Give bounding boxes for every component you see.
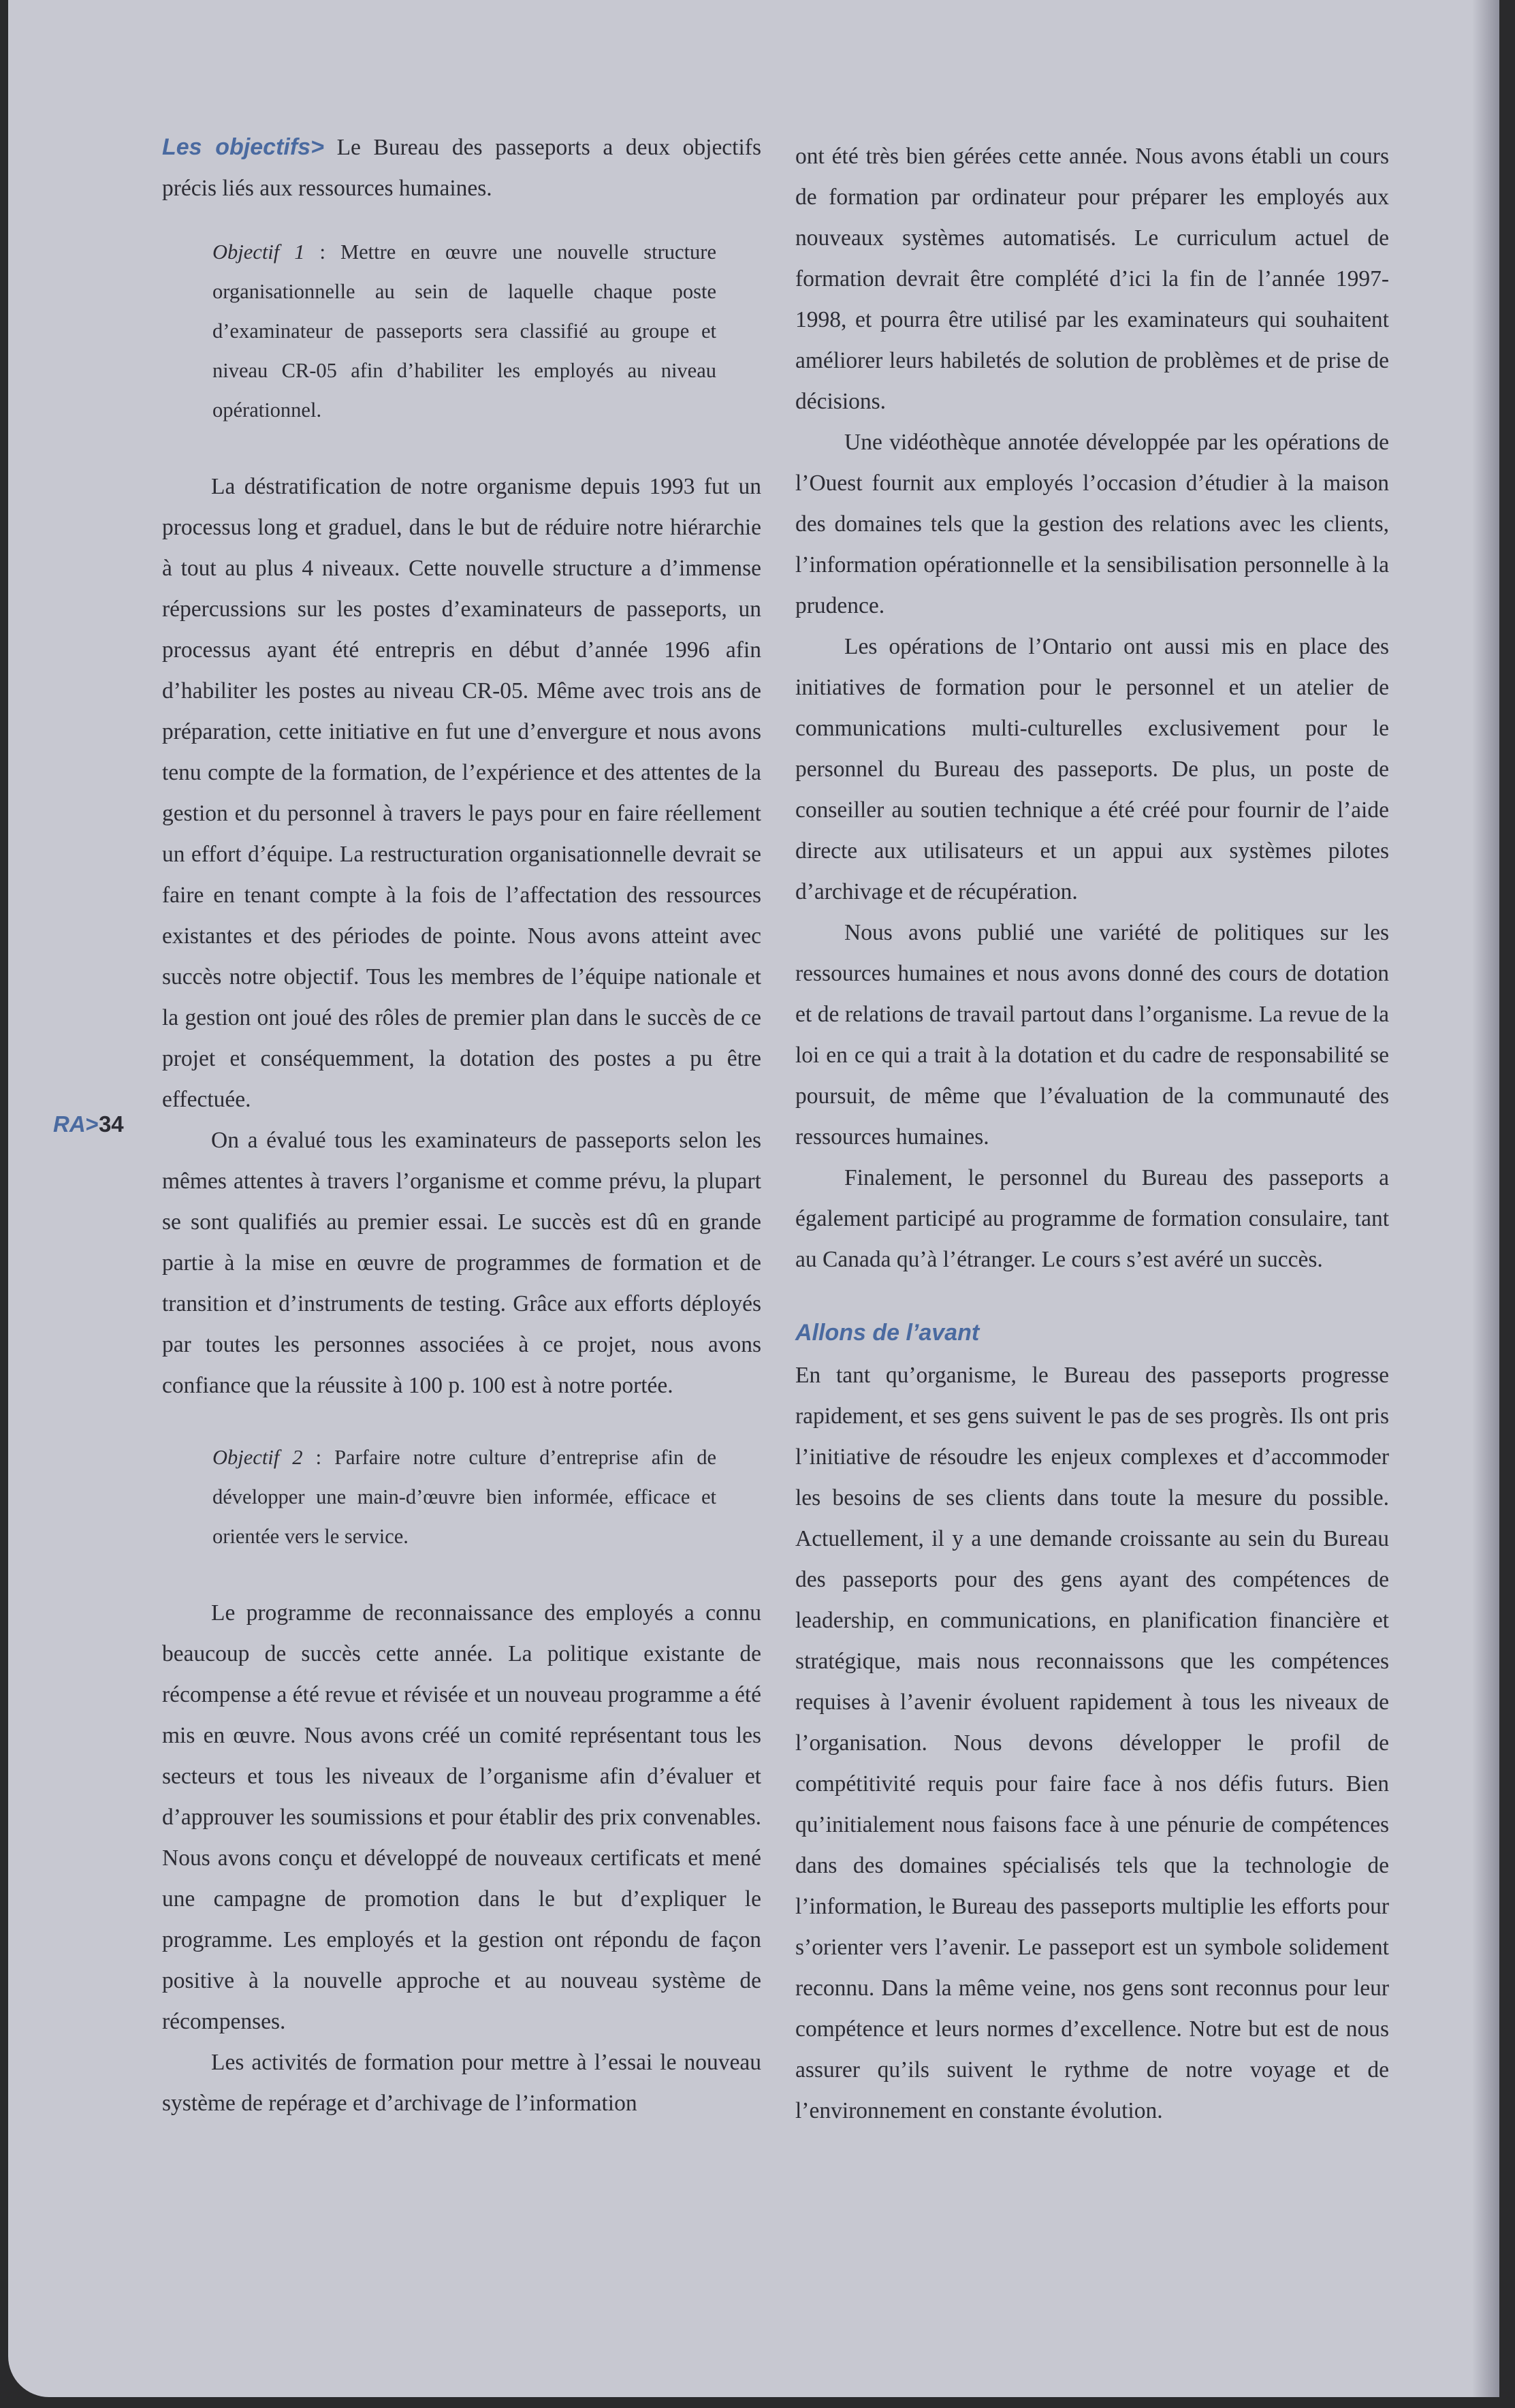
right-paragraph-4: Nous avons publié une variété de politiques sur les ressources humaines et nous avons donné des cours de dotation et de relations de travail partout dans l’organisme. La revue de la loi en ce qui a trait à la dotation et du cadre de responsabilité se poursuit, de même que l’évaluation de la communauté des ressources humaines. bbox=[795, 920, 1389, 1150]
folio-abbreviation: RA bbox=[53, 1111, 86, 1137]
right-paragraph-6: En tant qu’organisme, le Bureau des passeports progresse rapidement, et ses gens suivent le pas de ses progrès. Ils ont pris l’initiative de résoudre les enjeux complexes et d’accommoder les besoins de ses clients dans toute la mesure du possible. Actuellement, il y a une demande croissante au sein du Bureau des passeports pour des gens ayant des compétences de leadership, en communications, en planification financière et stratégique, mais nous reconnaissons que les compétences requises à l’avenir évoluent rapidement à tous les niveaux de l’organisation. Nous devons développer le profil de compétitivité requis pour faire face à nos défis futurs. Bien qu’initialement nous faisons face à une pénurie de compétences dans des domaines spécialisés tels que la technologie de l’information, le Bureau des passeports multiplie les efforts pour s’orienter vers l’avenir. Le passeport est un symbole solidement reconnu. Dans la même veine, nos gens sont reconnus pour leur compétence et leurs normes d’excellence. Notre but est de nous assurer qu’ils suivent le rythme de notre voyage et de l’environnement en constante évolution. bbox=[795, 1363, 1389, 2123]
right-paragraph-3: Les opérations de l’Ontario ont aussi mis en place des initiatives de formation pour le personnel et un atelier de communications multi-culturelles exclusivement pour le personnel du Bureau des passeports. De plus, un poste de conseiller au soutien technique a été créé pour fournir de l’aide directe aux utilisateurs et un appui aux systèmes pilotes d’archivage et de récupération. bbox=[795, 634, 1389, 904]
objective-2-label: Objectif 2 bbox=[212, 1446, 303, 1469]
intro-paragraph bbox=[162, 127, 761, 209]
section-heading: Allons de l’avant bbox=[795, 1320, 980, 1346]
objective-1-label: Objectif 1 bbox=[212, 240, 305, 264]
folio-separator: > bbox=[85, 1111, 99, 1137]
right-paragraph-2: Une vidéothèque annotée développée par les opérations de l’Ouest fournit aux employés l’occasion d’étudier à la maison des domaines tels que la gestion des relations avec les clients, l’information opérationnelle et la sensibilisation personnelle à la prudence. bbox=[795, 430, 1389, 618]
right-paragraph-1: ont été très bien gérées cette année. Nous avons établi un cours de formation par ordinateur pour préparer les employés aux nouveaux systèmes automatisés. Le curriculum actuel de formation devrait être complété d’ici la fin de l’année 1997-1998, et pourra être utilisé par les examinateurs qui souhaitent améliorer leurs habiletés de solution de problèmes et de prise de décisions. bbox=[795, 144, 1389, 414]
left-column bbox=[162, 127, 761, 2124]
left-paragraph-3: Le programme de reconnaissance des employés a connu beaucoup de succès cette année. La politique existante de récompense a été revue et révisée et un nouveau programme a été mis en œuvre. Nous avons créé un comité représentant tous les secteurs et tous les niveaux de l’organisme afin d’évaluer et d’approuver les soumissions et pour établir des prix convenables. Nous avons conçu et développé de nouveaux certificats et mené une campagne de promotion dans le but d’expliquer le programme. Les employés et la gestion ont répondu de façon positive à la nouvelle approche et au nouveau système de récompenses. bbox=[162, 1600, 761, 2034]
objective-1-text: : Mettre en œuvre une nouvelle structure organisationnelle au sein de laquelle chaque poste d’examinateur de passeports sera classifié au groupe et niveau CR-05 afin d’habiliter les employés au niveau opérationnel. bbox=[212, 240, 717, 422]
objective-2 bbox=[212, 1438, 716, 1556]
right-paragraph-5: Finalement, le personnel du Bureau des passeports a également participé au programme de formation consulaire, tant au Canada qu’à l’étranger. Le cours s’est avéré un succès. bbox=[795, 1165, 1389, 1272]
objectives-heading: Les objectifs bbox=[162, 134, 311, 160]
objective-2-text: : Parfaire notre culture d’entreprise afin de développer une main-d’œuvre bien informée, efficace et orientée vers le service. bbox=[212, 1446, 717, 1548]
right-column bbox=[795, 136, 1389, 2132]
heading-arrow: > bbox=[310, 134, 324, 160]
left-paragraph-1: La déstratification de notre organisme depuis 1993 fut un processus long et graduel, dans le but de réduire notre hiérarchie à tout au plus 4 niveaux. Cette nouvelle structure a d’immense répercussions sur les postes d’examinateurs de passeports, un processus ayant été entrepris en début d’année 1996 afin d’habiliter les postes au niveau CR-05. Même avec trois ans de préparation, cette initiative en fut une d’envergure et nous avons tenu compte de la formation, de l’expérience et des attentes de la gestion et du personnel à travers le pays pour en faire réellement un effort d’équipe. La restructuration organisationnelle devrait se faire en tenant compte à la fois de l’affectation des ressources existantes et des périodes de pointe. Nous avons atteint avec succès notre objectif. Tous les membres de l’équipe nationale et la gestion ont joué des rôles de premier plan dans le succès de ce projet et conséquemment, la dotation des postes a pu être effectuée. bbox=[162, 474, 761, 1112]
left-paragraph-2: On a évalué tous les examinateurs de passeports selon les mêmes attentes à travers l’organisme et comme prévu, la plupart se sont qualifiés au premier essai. Le succès est dû en grande partie à la mise en œuvre de programmes de formation et de transition et d’instruments de testing. Grâce aux efforts déployés par toutes les personnes associées à ce projet, nous avons confiance que la réussite à 100 p. 100 est à notre portée. bbox=[162, 1128, 761, 1398]
page-edge-shadow bbox=[1472, 0, 1499, 2397]
intro-text: Le Bureau des passeports a deux objectifs précis liés aux ressources humaines. bbox=[162, 135, 761, 201]
objective-1 bbox=[212, 232, 716, 430]
page-folio bbox=[53, 1111, 124, 1137]
left-paragraph-4: Les activités de formation pour mettre à l’essai le nouveau système de repérage et d’archivage de l’information bbox=[162, 2050, 761, 2116]
document-page bbox=[8, 0, 1499, 2397]
page-number: 34 bbox=[98, 1111, 124, 1137]
